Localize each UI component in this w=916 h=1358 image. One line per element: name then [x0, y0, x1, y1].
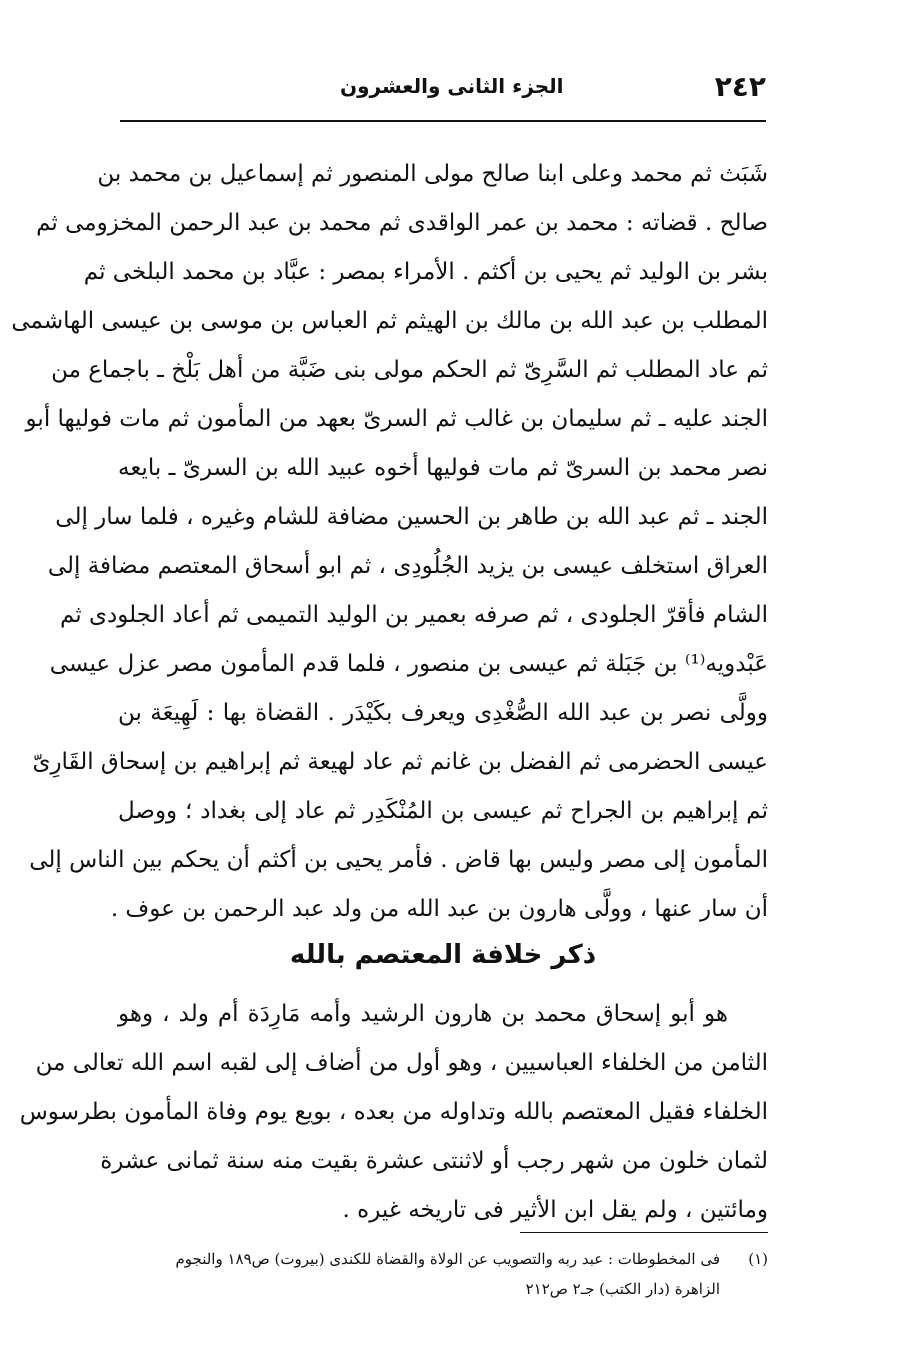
text-line: ثم عاد المطلب ثم السَّرِىّ ثم الحكم مولى بنى ضَبَّة من أهل بَلْخ ـ باجماع من	[51, 357, 768, 383]
text-line: الخلفاء فقيل المعتصم بالله وتداوله من بعده ، بويع يوم وفاة المأمون بطرسوس	[19, 1099, 768, 1125]
header-rule	[120, 120, 766, 122]
text-line: وولَّى نصر بن عبد الله الصُّغْدِى ويعرف بكَيْدَر . القضاة بها : لَهِيعَة بن	[118, 700, 768, 726]
text-line: لثمان خلون من شهر رجب أو لاثنتى عشرة بقيت منه سنة ثمانى عشرة	[100, 1148, 768, 1174]
paragraph-2	[19, 990, 768, 1235]
footnote-rule	[520, 1232, 768, 1233]
text-line: الجند عليه ـ ثم سليمان بن غالب ثم السرىّ بعهد من المأمون ثم مات فوليها أبو	[25, 406, 768, 432]
text-line: الجند ـ ثم عبد الله بن طاهر بن الحسين مضافة للشام وغيره ، فلما سار إلى	[55, 504, 768, 530]
text-line: بشر بن الوليد ثم يحيى بن أكثم . الأمراء بمصر : عبَّاد بن محمد البلخى ثم	[83, 259, 768, 285]
text-line: المأمون إلى مصر وليس بها قاض . فأمر يحيى بن أكثم أن يحكم بين الناس إلى	[29, 847, 768, 873]
text-line: نصر محمد بن السرىّ ثم مات فوليها أخوه عبيد الله بن السرىّ ـ بايعه	[118, 455, 769, 481]
text-line: الشام فأقرّ الجلودى ، ثم صرفه بعمير بن الوليد التميمى ثم أعاد الجلودى ثم	[59, 602, 768, 628]
text-line: عيسى الحضرمى ثم الفضل بن غانم ثم عاد لهيعة ثم إبراهيم بن إسحاق القَارِىّ	[32, 749, 768, 775]
text-line: شَبَث ثم محمد وعلى ابنا صالح مولى المنصور ثم إسماعيل بن محمد بن	[97, 161, 768, 187]
text-line: ثم إبراهيم بن الجراح ثم عيسى بن المُنْكَدِر ثم عاد إلى بغداد ؛ ووصل	[118, 798, 768, 824]
text-line: الثامن من الخلفاء العباسيين ، وهو أول من أضاف إلى لقبه اسم الله تعالى من	[35, 1050, 768, 1076]
text-line: هو أبو إسحاق محمد بن هارون الرشيد وأمه مَارِدَة أم ولد ، وهو	[118, 1001, 728, 1027]
page-header	[120, 66, 766, 106]
footnote-1	[118, 1244, 768, 1274]
footnote-text: فى المخطوطات : عبد ربه والتصويب عن الولاة والقضاة للكندى (بيروت) ص١٨٩ والنجوم	[175, 1250, 720, 1268]
text-line: العراق استخلف عيسى بن يزيد الجُلُودِى ، ثم ابو أسحاق المعتصم مضافة إلى	[47, 553, 768, 579]
footnotes	[118, 1244, 768, 1304]
text-line: المطلب بن عبد الله بن مالك بن الهيثم ثم العباس بن موسى بن عيسى الهاشمى	[11, 308, 768, 334]
footnote-text: الزاهرة (دار الكتب) جـ٢ ص٢١٢	[525, 1280, 720, 1298]
footnote-marker: (١)	[748, 1250, 768, 1268]
text-line: ومائتين ، ولم يقل ابن الأثير فى تاريخه غيره .	[342, 1197, 768, 1223]
footnote-indent	[720, 1274, 768, 1304]
section-heading: ذكر خلافة المعتصم بالله	[289, 940, 597, 970]
text-line: صالح . قضاته : محمد بن عمر الواقدى ثم محمد بن عبد الرحمن المخزومى ثم	[36, 210, 768, 236]
page-number: ٢٤٢	[714, 69, 766, 103]
text-line: أن سار عنها ، وولَّى هارون بن عبد الله من ولد عبد الرحمن بن عوف .	[110, 896, 768, 922]
paragraph-1	[11, 150, 769, 934]
running-head: الجزء الثانى والعشرون	[340, 74, 564, 98]
text-line: عَبْدويه⁽¹⁾ بن جَبَلة ثم عيسى بن منصور ، فلما قدم المأمون مصر عزل عيسى	[49, 651, 768, 677]
footnote-1-continued	[118, 1274, 768, 1304]
